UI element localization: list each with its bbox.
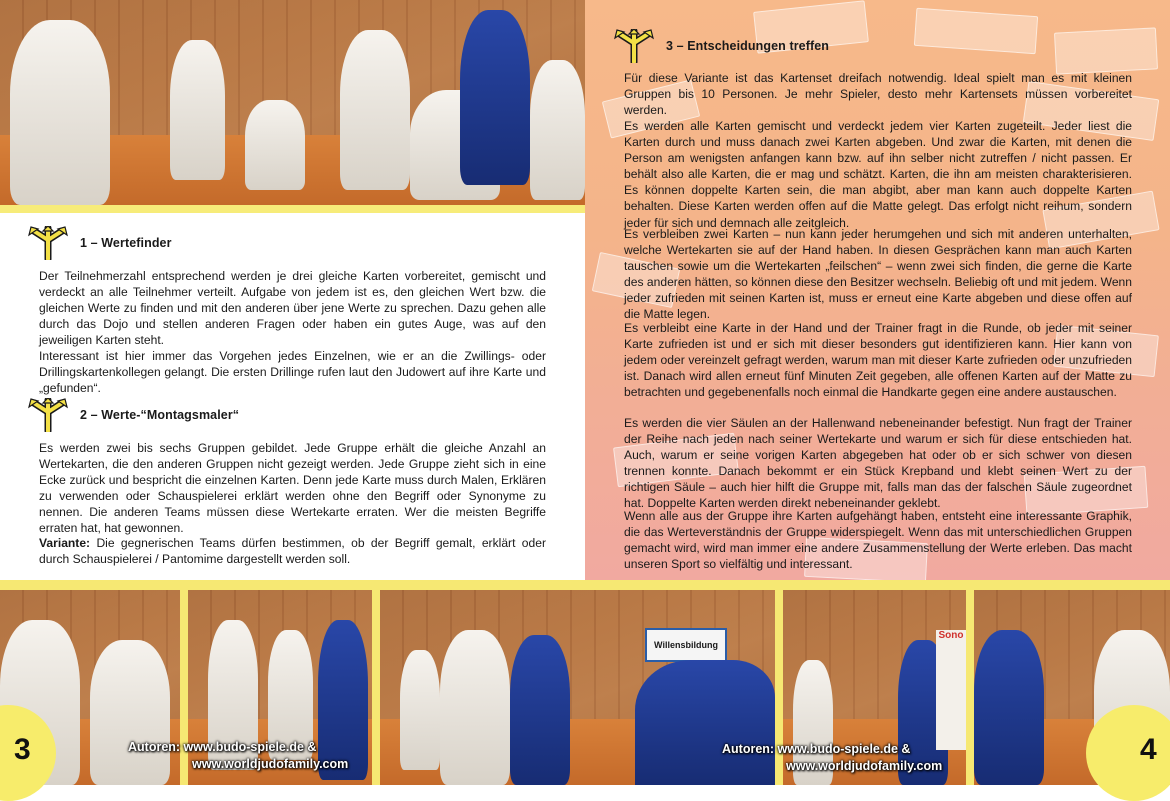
authors-right-line2: www.worldjudofamily.com (786, 759, 943, 773)
section2-paragraph-1: Es werden zwei bis sechs Gruppen gebildet. Jede Gruppe erhält die gleiche Anzahl an Wertekarten, die den anderen Gruppen nicht gezeigt werden. Jede Gruppe zieht sich in eine Ecke zurück und bespricht die einzelnen Karten. Denn jede Karte muss durch Malen, Erklären zu verwenden oder Schauspielerei erklärt werden ohne den Begriff oder Synonyme zu nennen. Die anderen Teams müssen diese Wertekarte erraten. Wer die meisten Begriffe erraten hat, hat gewonnen. (39, 441, 546, 536)
section1-heading (26, 226, 172, 260)
judoka-figure (530, 60, 585, 200)
section3-paragraph-4: Es verbleibt eine Karte in der Hand und der Trainer fragt in die Runde, ob jeder mit seiner Karte zufrieden ist und er sich mit dieser besonders gut identifizieren kann. Hier kann von jedem oder vereinzelt gefragt werden, warum man mit dieser Karte zufrieden oder unzufrieden ist. Danach wird allen erneut fünf Minuten Zeit gegeben, alle offenen Karten auf der Matte zu betrachten und gegebenenfalls noch einmal die Handkarte gegen eine andere austauschen. (624, 321, 1132, 400)
section2-heading (26, 398, 239, 432)
section2-variant (39, 535, 546, 567)
judoka-figure (10, 20, 110, 205)
section2-title: 2 – Werte-“Montagsmaler“ (80, 408, 240, 422)
judoka-figure (340, 30, 410, 190)
top-photo (0, 0, 585, 205)
page-number-circle-right (1086, 705, 1170, 801)
section1-title: 1 – Wertefinder (80, 236, 172, 250)
bottom-photo-3 (380, 590, 775, 785)
authors-left-line2: www.worldjudofamily.com (192, 757, 349, 771)
wall-banner: Sono (936, 630, 966, 750)
authors-left-line1: Autoren: www.budo-spiele.de & (128, 740, 317, 754)
authors-right-line1: Autoren: www.budo-spiele.de & (722, 742, 911, 756)
wall-sign: Willensbildung (645, 628, 727, 662)
three-way-arrow-icon (26, 226, 70, 260)
section1-paragraph-1: Der Teilnehmerzahl entsprechend werden je drei gleiche Karten vorbereitet, gemischt und verdeckt an alle Teilnehmer verteilt. Aufgabe von jedem ist es, den gleichen Wert bzw. die gleichen Werte zu finden und mit den anderen über jene Werte zu sprechen. Dazu gehen alle durch das Dojo und stellen anderen Fragen oder haben ein gutes Auge, was auf den jeweiligen Karten steht. (39, 269, 546, 348)
page-number-left: 3 (14, 733, 31, 766)
section3-paragraph-2: Es werden alle Karten gemischt und verdeckt jedem vier Karten zugeteilt. Jeder liest die Karten durch und muss danach zwei Karten abgeben. Und zwar die Karten, mit denen die Person am wenigsten anfangen kann bzw. auf ihn selber nicht zutreffen / nicht passen. Er behält also alle Karten, die er mag und schätzt. Karten, die ihn am meisten charakterisieren. Es können doppelte Karten sein, die man abgibt, aber man kann auch doppelte Karten behalten. Diese Karten werden offen auf die Matte gelegt. Das erfolgt nicht reihum, sondern jeder für sich und demnach alle zeitgleich. (624, 119, 1132, 230)
judoka-figure (245, 100, 305, 190)
section3-paragraph-3: Es verbleiben zwei Karten – nun kann jeder herumgehen und sich mit anderen unterhalten, welche Wertekarten sie auf der Hand haben. In diesen Gesprächen kann man auch Karten tauschen sowie um die Wertekarten „feilschen“ – wenn zwei sich finden, die gerne die Karte des anderen hätten, so können diese den Besitzer wechseln. Beliebig oft und mit jedem. Wenn jeder zufrieden mit seinen Karten ist, muss er erneut eine Karte abgeben und diese offen auf die Matte legen. (624, 227, 1132, 322)
section3-heading (612, 29, 829, 63)
section3-title: 3 – Entscheidungen treffen (666, 39, 830, 53)
section1-paragraph-2: Interessant ist hier immer das Vorgehen jedes Einzelnen, wie er an die Zwillings- oder Drillingskartenkollegen gelangt. Die ersten Drillinge rufen laut den Judowert auf ihre Karte und „gefunden“. (39, 349, 546, 396)
yellow-accent-bar (0, 205, 585, 213)
variant-label: Variante: (39, 536, 91, 550)
three-way-arrow-icon (26, 398, 70, 432)
page-number-right: 4 (1140, 733, 1157, 766)
judoka-figure (170, 40, 225, 180)
authors-right (722, 741, 942, 775)
variant-text: Die gegnerischen Teams dürfen bestimmen, ob der Begriff gemalt, erklärt oder durch Schauspielerei / Pantomime dargestellt werden soll. (39, 536, 546, 567)
section3-paragraph-1: Für diese Variante ist das Kartenset dreifach notwendig. Ideal spielt man es mit kleinen Gruppen bis 10 Personen. Je mehr Spieler, desto mehr Kartensets müssen vorbereitet werden. (624, 71, 1132, 118)
three-way-arrow-icon (612, 29, 656, 63)
authors-left (128, 739, 348, 773)
section3-paragraph-5: Es werden die vier Säulen an der Hallenwand nebeneinander befestigt. Nun fragt der Trainer der Reihe nach jeden nach seiner Wertekarte und warum er sich für diese entschieden hat. Auch, warum er seine vorigen Karten abgegeben hat oder ob er sich schwer von diesen trennen konnte. Danach bekommt er ein Stück Krepband und klebt seinen Wert zu der richtigen Säule – auch hier hilft die Gruppe mit, falls man das der falschen Säule zugeordnet hat. Doppelte Karten werden direkt nebeneinander geklebt. (624, 416, 1132, 511)
judoka-figure (460, 10, 530, 185)
section3-paragraph-6: Wenn alle aus der Gruppe ihre Karten aufgehängt haben, entsteht eine interessante Graphik, die das Werteverständnis der Gruppe widerspiegelt. Wenn das mit unterschiedlichen Gruppen gemacht wird, wird man immer eine andere Zusammenstellung der Werte erleben. Das macht unseren Sport so vielfältig und interessant. (624, 509, 1132, 572)
